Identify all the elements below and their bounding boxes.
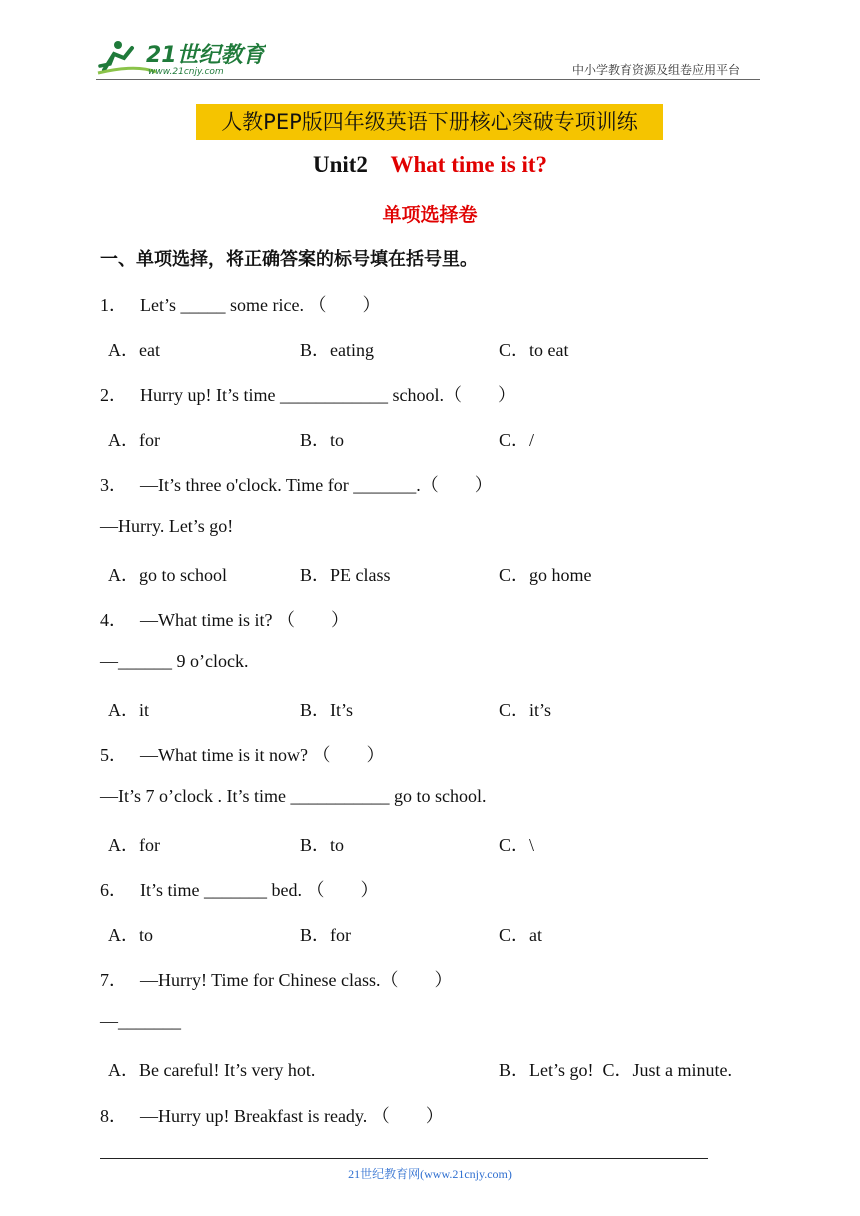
option-c: C．\ [499,835,535,855]
unit-code: Unit2 [312,152,368,177]
option-c: C．to eat [499,340,569,360]
question-number: 8． [100,1106,127,1126]
question-text: —It’s three o'clock. Time for _______.（ ） [140,475,493,495]
question-4 [100,606,349,632]
question-reply: —Hurry. Let’s go! [100,516,234,536]
page-title: 人教PEP版四年级英语下册核心突破专项训练 [196,104,663,140]
instruction: 一、单项选择，将正确答案的标号填在括号里。 [100,249,478,270]
question-number: 6． [100,880,127,900]
option-c: C．Just a minute. [602,1060,732,1080]
unit-topic: What time is it? [390,152,548,177]
option-c: C．it’s [499,700,552,720]
option-a: A．eat [108,340,160,360]
option-b: B．eating [300,340,374,360]
option-c: C．/ [499,430,535,450]
question-2 [100,381,516,407]
option-b: B．for [300,925,351,945]
header-platform-text: 中小学教育资源及组卷应用平台 [572,63,741,77]
question-3 [100,471,493,497]
option-b: B．to [300,835,345,855]
option-a: A．go to school [108,565,227,585]
option-a: A．for [108,430,160,450]
option-a: A．for [108,835,160,855]
option-a: A．to [108,925,153,945]
question-reply: —______ 9 o’clock. [100,651,249,671]
footer-link[interactable]: 21世纪教育网(www.21cnjy.com) [348,1167,512,1181]
footer-divider [100,1158,708,1159]
header-divider [96,79,760,80]
question-text: —Hurry up! Breakfast is ready. （ ） [140,1106,444,1126]
question-number: 2． [100,385,127,405]
question-number: 5． [100,745,127,765]
option-c: C．at [499,925,542,945]
option-bc-group [499,1056,732,1082]
question-reply: —_______ [100,1011,181,1031]
question-7 [100,966,452,992]
question-text: It’s time _______ bed. （ ） [140,880,379,900]
site-logo [96,36,266,78]
question-text: —What time is it now? （ ） [140,745,385,765]
question-number: 4． [100,610,127,630]
question-reply: —It’s 7 o’clock . It’s time ___________ go to school. [100,786,487,806]
option-c: C．go home [499,565,592,585]
option-a: A．it [108,700,150,720]
option-b: B．to [300,430,345,450]
option-a: A．Be careful! It’s very hot. [108,1060,316,1080]
svg-text:www.21cnjy.com: www.21cnjy.com [148,67,224,77]
question-8 [100,1102,444,1128]
unit-heading [0,152,860,178]
question-text: —Hurry! Time for Chinese class.（ ） [140,970,453,990]
question-text: —What time is it? （ ） [140,610,349,630]
option-b: B．PE class [300,565,391,585]
section-title: 单项选择卷 [382,204,478,226]
svg-text:21世纪教育: 21世纪教育 [146,43,265,68]
question-number: 7． [100,970,127,990]
question-number: 1． [100,295,127,315]
question-6 [100,876,378,902]
question-number: 3． [100,475,127,495]
question-1 [100,291,380,317]
question-5 [100,741,384,767]
option-b: B．It’s [300,700,354,720]
question-text: Hurry up! It’s time ____________ school.（ ） [140,385,516,405]
option-b: B．Let’s go! [499,1060,594,1080]
question-text: Let’s _____ some rice. （ ） [140,295,381,315]
